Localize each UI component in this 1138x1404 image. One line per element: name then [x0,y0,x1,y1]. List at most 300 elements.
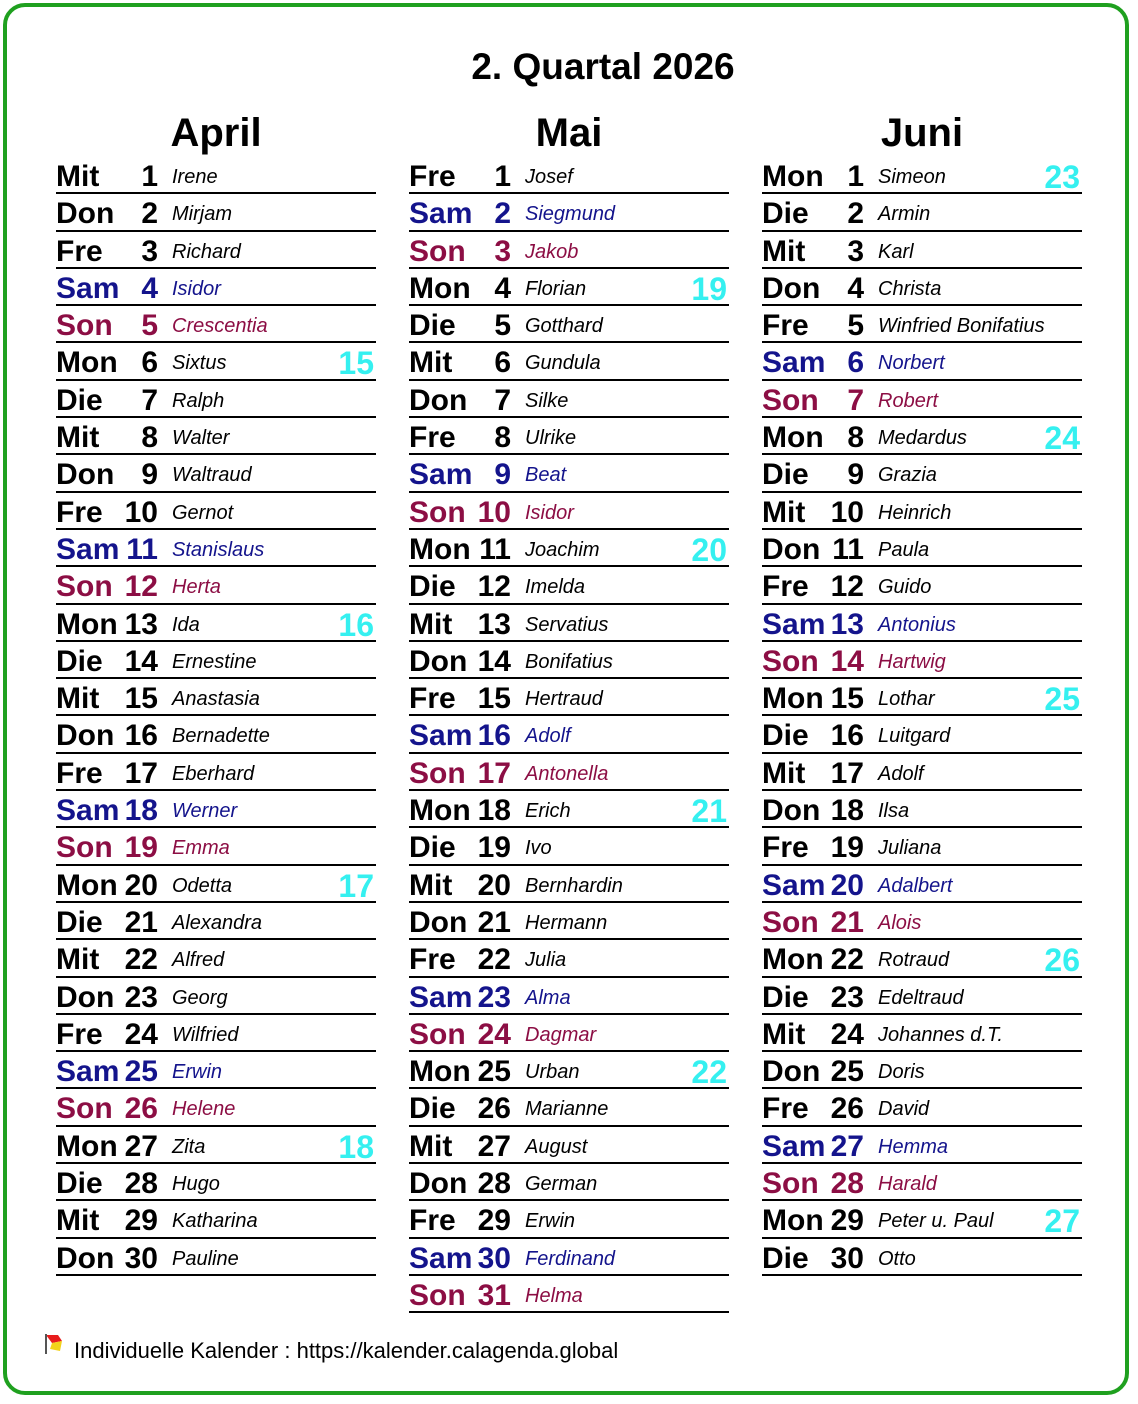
weekday-label: Don [762,532,821,566]
name-day: Ilsa [878,800,910,823]
weekday-label: Mit [56,943,100,977]
weekday-label: Mit [762,234,806,268]
day-row [409,530,729,567]
name-day: Hemma [878,1135,949,1158]
weekday-label: Die [56,383,103,417]
day-row [56,828,376,865]
weekday-label: Mon [56,868,118,902]
day-number: 9 [141,458,158,492]
day-row [762,381,1082,418]
day-row [409,791,729,828]
day-row [409,1089,729,1126]
day-row [762,1015,1082,1052]
name-day: Paula [878,538,930,561]
day-row [409,1052,729,1089]
day-number: 5 [494,309,511,343]
weekday-label: Mit [762,756,806,790]
name-day: Wilfried [172,1023,239,1046]
day-row [56,418,376,455]
day-row [409,306,729,343]
day-row [762,605,1082,642]
day-number: 29 [477,1204,511,1238]
day-number: 26 [124,1092,158,1126]
week-number: 27 [1044,1203,1080,1240]
day-row [409,940,729,977]
name-day: Erwin [525,1210,576,1233]
day-row [762,269,1082,306]
name-day: Luitgard [878,725,951,748]
name-day: Emma [172,837,230,860]
day-number: 6 [847,346,864,380]
weekday-label: Don [56,719,115,753]
month-mai [409,110,729,1313]
day-number: 6 [141,346,158,380]
day-row [762,1239,1082,1276]
day-number: 24 [830,1017,864,1051]
day-row [409,194,729,231]
name-day: Julia [525,949,567,972]
weekday-label: Mit [56,682,100,716]
day-row [56,903,376,940]
weekday-label: Sam [409,719,473,753]
name-day: Waltraud [172,464,252,487]
day-list [409,157,729,1313]
day-number: 5 [847,309,864,343]
day-number: 13 [830,607,864,641]
name-day: Dagmar [525,1023,597,1046]
day-number: 2 [847,197,864,231]
day-row [409,381,729,418]
day-row [56,754,376,791]
day-number: 1 [494,160,511,193]
name-day: Katharina [172,1210,258,1233]
day-row [56,716,376,753]
name-day: Josef [525,166,573,188]
day-row [762,754,1082,791]
day-number: 3 [141,234,158,268]
day-row [409,567,729,604]
day-number: 15 [124,682,158,716]
day-number: 23 [830,980,864,1014]
weekday-label: Sam [762,868,826,902]
day-row [762,567,1082,604]
weekday-label: Sam [409,458,473,492]
day-row [409,903,729,940]
name-day: Florian [525,277,587,300]
day-row [762,232,1082,269]
day-row [56,343,376,380]
day-row [409,493,729,530]
day-number: 2 [494,197,511,231]
name-day: Joachim [525,538,600,561]
day-row [56,978,376,1015]
weekday-label: Die [762,1241,809,1275]
day-number: 8 [494,421,511,455]
day-row [56,1015,376,1052]
name-day: Herta [172,576,221,599]
day-row [409,866,729,903]
weekday-label: Don [762,1055,821,1089]
day-number: 14 [830,644,864,678]
day-number: 22 [830,943,864,977]
day-number: 7 [494,383,511,417]
weekday-label: Son [56,1092,113,1126]
weekday-label: Sam [56,1055,120,1089]
name-day: Crescentia [172,315,268,338]
day-row [56,157,376,194]
day-row [409,679,729,716]
name-day: Hertraud [525,688,603,711]
week-number: 15 [338,345,374,382]
day-row [762,1127,1082,1164]
day-number: 1 [847,160,864,193]
name-day: Gundula [525,352,601,375]
name-day: Hartwig [878,650,946,673]
day-number: 19 [477,831,511,865]
day-row [56,194,376,231]
day-row [56,605,376,642]
weekday-label: Son [762,1167,819,1201]
day-row [56,567,376,604]
day-row [409,418,729,455]
weekday-label: Fre [56,1017,103,1051]
name-day: Juliana [878,837,942,860]
weekday-label: Die [56,1167,103,1201]
day-number: 12 [124,570,158,604]
day-number: 16 [124,719,158,753]
weekday-label: Sam [762,607,826,641]
month-name: Juni [880,111,964,155]
name-day: Ernestine [172,650,257,673]
weekday-label: Die [56,644,103,678]
day-number: 19 [124,831,158,865]
day-row [762,679,1082,716]
day-number: 27 [477,1129,511,1163]
name-day: Beat [525,464,567,487]
name-day: Jakob [525,240,579,263]
day-row [56,1089,376,1126]
day-row [762,828,1082,865]
day-row [762,903,1082,940]
day-row [409,754,729,791]
day-number: 24 [124,1017,158,1051]
day-list [762,157,1082,1276]
weekday-label: Fre [409,421,456,455]
name-day: Isidor [172,277,221,300]
day-row [409,1276,729,1313]
name-day: Alois [878,911,922,934]
day-number: 8 [141,421,158,455]
week-number: 25 [1044,681,1080,718]
name-day: Alma [525,986,571,1009]
weekday-label: Die [409,831,456,865]
weekday-label: Mon [762,682,824,716]
day-number: 16 [477,719,511,753]
weekday-label: Mit [56,1204,100,1238]
day-number: 21 [477,905,511,939]
day-number: 4 [141,271,158,305]
weekday-label: Mit [409,346,453,380]
name-day: Siegmund [525,203,616,226]
weekday-label: Mon [762,160,824,193]
name-day: Ralph [172,389,225,412]
name-day: Bonifatius [525,650,613,673]
day-number: 17 [830,756,864,790]
day-row [762,157,1082,194]
name-day: Rotraud [878,949,950,972]
day-number: 16 [830,719,864,753]
weekday-label: Son [56,309,113,343]
weekday-label: Die [762,980,809,1014]
day-number: 15 [830,682,864,716]
weekday-label: Fre [56,234,103,268]
day-row [762,978,1082,1015]
weekday-label: Sam [56,532,120,566]
day-number: 23 [124,980,158,1014]
name-day: Adolf [525,725,571,748]
day-number: 21 [124,905,158,939]
day-row [762,306,1082,343]
weekday-label: Mon [762,421,824,455]
weekday-label: Son [762,644,819,678]
day-row [56,269,376,306]
weekday-label: Die [409,309,456,343]
day-number: 4 [847,271,864,305]
weekday-label: Fre [762,831,809,865]
day-number: 9 [847,458,864,492]
day-row [762,493,1082,530]
weekday-label: Don [56,197,115,231]
weekday-label: Son [56,831,113,865]
name-day: Bernhardin [525,874,623,897]
weekday-label: Mit [409,1129,453,1163]
name-day: Georg [172,986,228,1009]
weekday-label: Son [409,234,466,268]
weekday-label: Fre [409,160,456,193]
day-number: 6 [494,346,511,380]
day-number: 5 [141,309,158,343]
day-number: 7 [847,383,864,417]
name-day: Ivo [525,837,552,860]
day-row [56,306,376,343]
name-day: Servatius [525,613,609,636]
week-number: 26 [1044,942,1080,979]
day-row [56,493,376,530]
name-day: Erich [525,800,571,823]
day-row [56,866,376,903]
name-day: Gernot [172,501,234,524]
weekday-label: Die [56,905,103,939]
name-day: Norbert [878,352,945,375]
week-number: 21 [691,793,727,830]
weekday-label: Son [409,756,466,790]
weekday-label: Mon [409,794,471,828]
day-row [409,269,729,306]
weekday-label: Die [762,458,809,492]
day-number: 31 [477,1278,511,1312]
day-number: 30 [477,1241,511,1275]
footer-link-text[interactable]: Individuelle Kalender : https://kalender.calagenda.global [74,1338,619,1363]
day-number: 3 [494,234,511,268]
weekday-label: Die [762,197,809,231]
day-row [56,381,376,418]
name-day: Simeon [878,166,946,188]
name-day: Marianne [525,1098,609,1121]
day-number: 2 [141,197,158,231]
day-number: 24 [477,1017,511,1051]
weekday-label: Fre [56,756,103,790]
day-row [409,1164,729,1201]
week-number: 22 [691,1054,727,1091]
name-day: Isidor [525,501,574,524]
name-day: Mirjam [172,203,232,226]
weekday-label: Mon [762,1204,824,1238]
day-row [762,866,1082,903]
name-day: Pauline [172,1247,239,1270]
day-number: 26 [830,1092,864,1126]
name-day: Lothar [878,688,935,711]
day-number: 4 [494,271,511,305]
day-number: 23 [477,980,511,1014]
name-day: Adolf [878,762,924,785]
day-row [56,1052,376,1089]
day-row [409,343,729,380]
day-number: 20 [124,868,158,902]
name-day: Otto [878,1247,916,1270]
day-row [409,978,729,1015]
week-number: 18 [338,1128,374,1165]
day-number: 27 [124,1129,158,1163]
name-day: Helma [525,1284,583,1307]
day-row [762,418,1082,455]
name-day: Antonella [525,762,609,785]
name-day: Bernadette [172,725,270,748]
day-number: 20 [830,868,864,902]
weekday-label: Mit [762,1017,806,1051]
day-row [762,1089,1082,1126]
name-day: Helene [172,1098,236,1121]
name-day: Heinrich [878,501,952,524]
day-row [762,455,1082,492]
day-number: 28 [830,1167,864,1201]
name-day: Doris [878,1061,925,1084]
name-day: Eberhard [172,762,255,785]
weekday-label: Son [409,1278,466,1312]
weekday-label: Son [56,570,113,604]
weekday-label: Don [409,383,468,417]
name-day: Erwin [172,1061,223,1084]
weekday-label: Sam [762,1129,826,1163]
day-row [56,1127,376,1164]
weekday-label: Die [409,570,456,604]
weekday-label: Mon [409,532,471,566]
day-row [762,1164,1082,1201]
weekday-label: Don [409,644,468,678]
day-number: 12 [477,570,511,604]
name-day: Irene [172,166,218,188]
name-day: Stanislaus [172,538,265,561]
day-number: 28 [124,1167,158,1201]
day-number: 14 [124,644,158,678]
day-number: 19 [830,831,864,865]
day-row [762,791,1082,828]
day-row [56,455,376,492]
weekday-label: Mon [56,607,118,641]
day-number: 27 [830,1129,864,1163]
name-day: Gotthard [525,315,603,338]
day-row [56,679,376,716]
day-number: 3 [847,234,864,268]
page-title: 2. Quartal 2026 [471,46,735,87]
day-number: 29 [830,1204,864,1238]
day-number: 15 [477,682,511,716]
day-row [56,1239,376,1276]
day-number: 9 [494,458,511,492]
calendar-logo-icon [44,1333,64,1355]
day-number: 17 [477,756,511,790]
day-row [762,194,1082,231]
name-day: Urban [525,1061,580,1084]
day-number: 10 [477,495,511,529]
week-number: 23 [1044,159,1080,195]
day-number: 18 [124,794,158,828]
name-day: Robert [878,389,939,412]
day-number: 7 [141,383,158,417]
day-row [409,605,729,642]
day-number: 12 [830,570,864,604]
day-number: 25 [477,1055,511,1089]
name-day: Antonius [878,613,956,636]
day-row [409,1127,729,1164]
weekday-label: Son [409,1017,466,1051]
day-number: 29 [124,1204,158,1238]
day-number: 30 [830,1241,864,1275]
weekday-label: Fre [762,570,809,604]
weekday-label: Mon [409,271,471,305]
weekday-label: Mon [409,1055,471,1089]
month-name: April [170,111,262,155]
weekday-label: Don [56,1241,115,1275]
day-number: 17 [124,756,158,790]
day-number: 25 [124,1055,158,1089]
day-row [762,716,1082,753]
name-day: Walter [172,427,230,450]
weekday-label: Fre [409,682,456,716]
weekday-label: Die [762,719,809,753]
day-list [56,157,376,1276]
name-day: Anastasia [172,688,260,711]
week-number: 17 [338,867,374,904]
weekday-label: Don [56,980,115,1014]
day-number: 14 [477,644,511,678]
day-row [56,791,376,828]
weekday-label: Don [56,458,115,492]
name-day: Werner [172,800,238,823]
month-name: Mai [535,111,603,155]
weekday-label: Son [762,383,819,417]
weekday-label: Sam [409,1241,473,1275]
weekday-label: Sam [56,271,120,305]
name-day: Johannes d.T. [878,1023,1003,1046]
weekday-label: Don [762,271,821,305]
day-row [409,1201,729,1238]
day-number: 13 [477,607,511,641]
day-number: 10 [830,495,864,529]
name-day: Sixtus [172,352,227,375]
weekday-label: Son [409,495,466,529]
weekday-label: Mit [409,607,453,641]
day-row [762,940,1082,977]
